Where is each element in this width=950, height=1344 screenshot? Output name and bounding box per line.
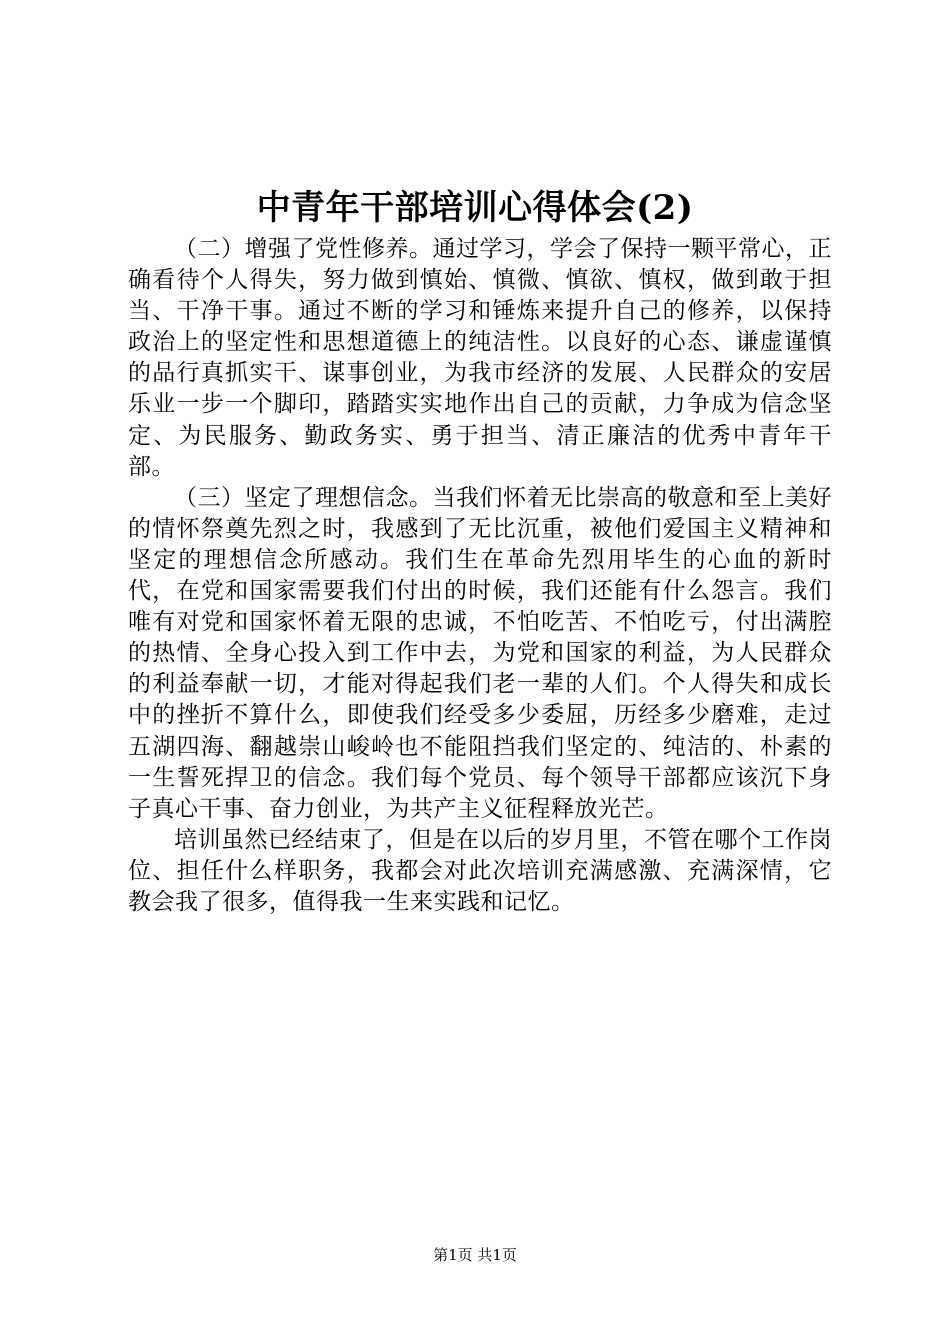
paragraph-ideals-beliefs: （三）坚定了理想信念。当我们怀着无比崇高的敬意和至上美好的情怀祭奠先烈之时，我感到了无比沉重，被他们爱国主义精神和坚定的理想信念所感动。我们生在革命先烈用毕生的心血的新时代，在党和国家需要我们付出的时候，我们还能有什么怨言。我们唯有对党和国家怀着无限的忠诚，不怕吃苦、不怕吃亏，付出满腔的热情、全身心投入到工作中去，为党和国家的利益，为人民群众的利益奉献一切，才能对得起我们老一辈的人们。个人得失和成长中的挫折不算什么，即使我们经受多少委屈，历经多少磨难，走过五湖四海、翻越崇山峻岭也不能阻挡我们坚定的、纯洁的、朴素的一生誓死捍卫的信念。我们每个党员、每个领导干部都应该沉下身子真心干事、奋力创业，为共产主义征程释放光芒。	[128, 484, 832, 822]
page-number-footer: 第1页 共1页	[433, 1246, 517, 1264]
paragraph-conclusion: 培训虽然已经结束了，但是在以后的岁月里，不管在哪个工作岗位、担任什么样职务，我都会对此次培训充满感激、充满深情，它教会我了很多，值得我一生来实践和记忆。	[128, 826, 832, 915]
paragraph-party-spirit: （二）增强了党性修养。通过学习，学会了保持一颗平常心，正确看待个人得失，努力做到慎始、慎微、慎欲、慎权，做到敢于担当、干净干事。通过不断的学习和锤炼来提升自己的修养，以保持政治上的坚定性和思想道德上的纯洁性。以良好的心态、谦虚谨慎的品行真抓实干、谋事创业，为我市经济的发展、人民群众的安居乐业一步一个脚印，踏踏实实地作出自己的贡献，力争成为信念坚定、为民服务、勤政务实、勇于担当、清正廉洁的优秀中青年干部。	[128, 236, 832, 480]
document-title: 中青年干部培训心得体会(2)	[256, 188, 694, 228]
document-body	[128, 234, 832, 918]
